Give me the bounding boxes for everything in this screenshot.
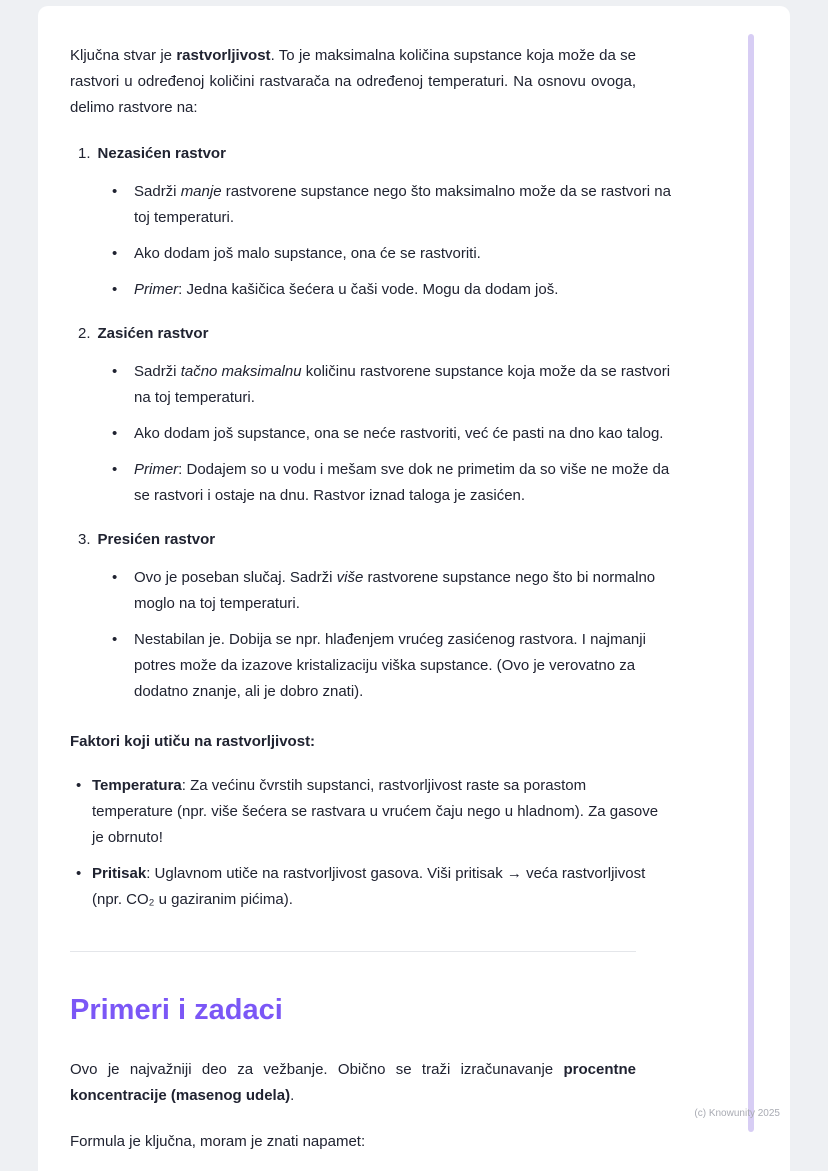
bullet-text-italic: Primer <box>134 461 179 478</box>
bullet-item <box>76 861 660 913</box>
list-item-title <box>78 141 638 167</box>
factors-heading: Faktori koji utiču na rastvorljivost: <box>70 733 316 750</box>
bullet-marker: • <box>112 245 118 262</box>
bullet-item <box>76 773 660 851</box>
scrollbar-thumb[interactable] <box>748 34 754 1132</box>
bullet-marker: • <box>112 461 118 478</box>
bullet-text-pre: Sadrži <box>134 363 181 380</box>
bullet-text <box>134 457 672 509</box>
bullet-text <box>134 627 672 705</box>
bullet-text-pre: Ovo je poseban slučaj. Sadrži <box>134 569 337 586</box>
section-divider <box>70 951 636 952</box>
intro-text-2: . To je maksimalna količina supstance koja može da se rastvori u određenoj količini rastvarača na određenoj temperaturi. Na osnovu ovoga, delimo rastvore na: <box>70 47 636 116</box>
intro-paragraph <box>70 43 636 121</box>
list-number: 2. <box>78 325 91 342</box>
factor-term: Temperatura <box>92 777 182 794</box>
bullet-text-post: : Jedna kašičica šećera u čaši vode. Mogu da dodam još. <box>178 281 559 298</box>
bullet-text-italic: više <box>336 569 364 586</box>
practice-text-post: . <box>290 1087 295 1104</box>
practice-text-pre: Ovo je najvažniji deo za vežbanje. Obično se traži izračunavanje <box>70 1061 564 1078</box>
factor-term: Pritisak <box>92 865 147 882</box>
bullet-text-pre: Ako dodam još malo supstance, ona će se rastvoriti. <box>134 245 481 262</box>
bullet-text <box>134 241 672 267</box>
bullet-marker: • <box>112 183 118 200</box>
list-number: 1. <box>78 145 91 162</box>
bullet-item <box>112 565 672 617</box>
practice-paragraph <box>70 1057 636 1109</box>
bullet-item <box>112 627 672 705</box>
document-page <box>38 6 790 1171</box>
intro-bold-term: rastvorljivost <box>176 47 271 64</box>
list-title-text: Nezasićen rastvor <box>97 145 226 162</box>
bullet-text <box>134 359 672 411</box>
bullet-text <box>92 861 660 913</box>
bullet-text-pre: Nestabilan je. Dobija se npr. hlađenjem vrućeg zasićenog rastvora. I najmanji potres može da izazove kristalizaciju viška supstance. (Ovo je verovatno za dodatno znanje, ali je dobro znati). <box>134 631 646 700</box>
bullet-text-italic: manje <box>180 183 222 200</box>
bullet-marker: • <box>112 425 118 442</box>
bullet-text <box>134 179 672 231</box>
list-title-text: Presićen rastvor <box>97 531 216 548</box>
bullet-text-italic: tačno maksimalnu <box>180 363 302 380</box>
bullet-text <box>92 773 660 851</box>
document-content <box>38 6 671 1155</box>
bullet-marker: • <box>112 569 118 586</box>
bullet-marker: • <box>76 777 82 794</box>
factor-description: : Uglavnom utiče na rastvorljivost gasova. Viši pritisak → veća rastvorljivost (npr. CO₂ u gaziranim pićima). <box>92 865 646 908</box>
bullet-text <box>134 565 672 617</box>
bullet-text-pre: Sadrži <box>134 183 181 200</box>
bullet-text-post: količinu rastvorene supstance koja može da se rastvori na toj temperaturi. <box>134 363 671 406</box>
formula-intro-line: Formula je ključna, moram je znati napamet: <box>70 1133 366 1150</box>
factor-description: : Za većinu čvrstih supstanci, rastvorljivost raste sa porastom temperature (npr. više šećera se rastvara u vrućem čaju nego u hladnom). Za gasove je obrnuto! <box>92 777 659 846</box>
list-item-presicen-rastvor <box>70 527 656 705</box>
list-item-nezasicen-rastvor <box>70 141 671 303</box>
bullet-item <box>112 179 672 231</box>
bullet-text-post: rastvorene supstance nego što bi normalno moglo na toj temperaturi. <box>134 569 656 612</box>
section-heading: Primeri i zadaci <box>70 994 283 1026</box>
bullet-marker: • <box>112 281 118 298</box>
bullet-item <box>112 241 672 267</box>
list-item-title <box>78 527 638 553</box>
list-title-text: Zasićen rastvor <box>97 325 209 342</box>
intro-text-1: Ključna stvar je <box>70 47 177 64</box>
factors-list <box>70 773 659 913</box>
bullet-marker: • <box>76 865 82 882</box>
bullet-text-pre: Ako dodam još supstance, ona se neće rastvoriti, već će pasti na dno kao talog. <box>134 425 664 442</box>
list-item-title <box>78 321 638 347</box>
bullet-item <box>112 359 672 411</box>
list-number: 3. <box>78 531 91 548</box>
bullet-item <box>112 457 672 509</box>
bullet-text-post: : Dodajem so u vodu i mešam sve dok ne primetim da so više ne može da se rastvori i ostaje na dnu. Rastvor iznad taloga je zasićen. <box>134 461 670 504</box>
bullet-text <box>134 277 672 303</box>
bullet-marker: • <box>112 631 118 648</box>
watermark: (c) Knowunity 2025 <box>694 1108 780 1119</box>
bullet-text-post: rastvorene supstance nego što maksimalno može da se rastvori na toj temperaturi. <box>134 183 671 226</box>
bullet-item <box>112 277 672 303</box>
bullet-marker: • <box>112 363 118 380</box>
bullet-text-italic: Primer <box>134 281 179 298</box>
list-item-zasicen-rastvor <box>70 321 671 509</box>
bullet-item <box>112 421 672 447</box>
bullet-text <box>134 421 672 447</box>
practice-bold-term: procentne koncentracije (masenog udela) <box>70 1061 636 1104</box>
